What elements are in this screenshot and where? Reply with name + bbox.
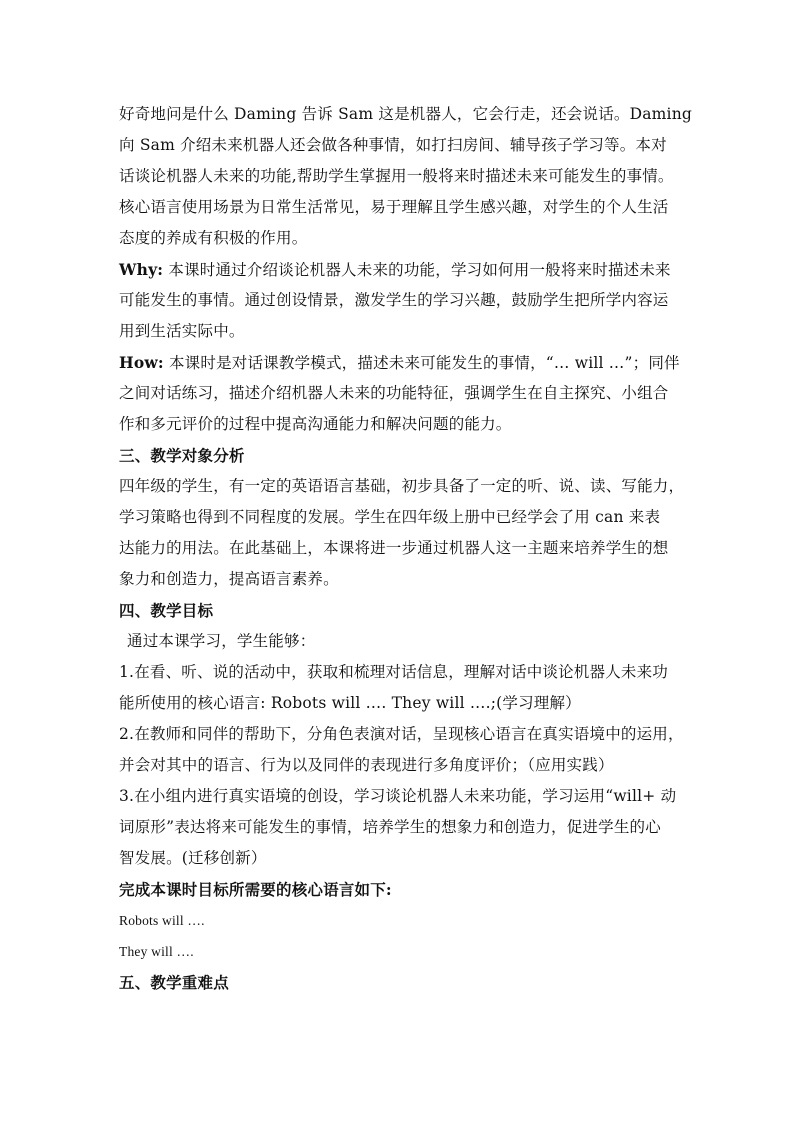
paragraph-line: 向 Sam 介绍未来机器人还会做各种事情，如打扫房间、辅导孩子学习等。本对 [119,136,667,154]
core-language-line: Robots will …. [119,913,205,928]
objective-line: 能所使用的核心语言: Robots will …. They will ….;(学习理解） [119,694,581,712]
paragraph-line: 话谈论机器人未来的功能,帮助学生掌握用一般将来时描述未来可能发生的事情。 [119,167,674,185]
objective-line: 并会对其中的语言、行为以及同伴的表现进行多角度评价；（应用实践） [119,756,614,774]
objective-line: 3.在小组内进行真实语境的创设，学习谈论机器人未来功能，学习运用“will+ 动 [119,787,677,805]
paragraph-line: 作和多元评价的过程中提高沟通能力和解决问题的能力。 [119,415,512,433]
paragraph-line: 好奇地问是什么 Daming 告诉 Sam 这是机器人，它会行走，还会说话。Daming [119,105,693,123]
section-heading-learners: 三、教学对象分析 [119,446,245,465]
paragraph-line: 态度的养成有积极的作用。 [119,229,308,247]
why-line [119,254,709,285]
paragraph-line: 四年级的学生，有一定的英语语言基础，初步具备了一定的听、说、读、写能力， [119,477,685,495]
how-text: 本课时是对话课教学模式，描述未来可能发生的事情，“… will …”；同伴 [163,354,680,372]
objective-line: 智发展。(迁移创新） [119,849,267,867]
paragraph-line: 核心语言使用场景为日常生活常见，易于理解且学生感兴趣，对学生的个人生活 [119,198,669,216]
how-line [119,347,709,378]
why-text: 本课时通过介绍谈论机器人未来的功能，学习如何用一般将来时描述未来 [163,261,671,279]
objective-line: 2.在教师和同伴的帮助下，分角色表演对话，呈现核心语言在真实语境中的运用， [119,725,684,743]
section-heading-objectives: 四、教学目标 [119,601,214,620]
paragraph-line: 可能发生的事情。通过创设情景，激发学生的学习兴趣，鼓励学生把所学内容运 [119,291,669,309]
section-heading-key-points: 五、教学重难点 [119,973,229,992]
objectives-intro: 通过本课学习，学生能够： [127,632,316,650]
paragraph-line: 之间对话练习，描述介绍机器人未来的功能特征，强调学生在自主探究、小组合 [119,384,669,402]
how-label: How: [119,353,164,372]
core-language-heading: 完成本课时目标所需要的核心语言如下: [119,880,392,899]
document-body [119,99,709,998]
paragraph-line: 用到生活实际中。 [119,322,245,340]
objective-line: 词原形”表达将来可能发生的事情，培养学生的想象力和创造力，促进学生的心 [119,818,661,836]
paragraph-line: 学习策略也得到不同程度的发展。学生在四年级上册中已经学会了用 can 来表 [119,508,661,526]
paragraph-line: 达能力的用法。在此基础上，本课将进一步通过机器人这一主题来培养学生的想 [119,539,669,557]
objective-line: 1.在看、听、说的活动中，获取和梳理对话信息，理解对话中谈论机器人未来功 [119,663,668,681]
core-language-line: They will …. [119,944,194,959]
why-label: Why: [119,260,164,279]
paragraph-line: 象力和创造力，提高语言素养。 [119,570,339,588]
